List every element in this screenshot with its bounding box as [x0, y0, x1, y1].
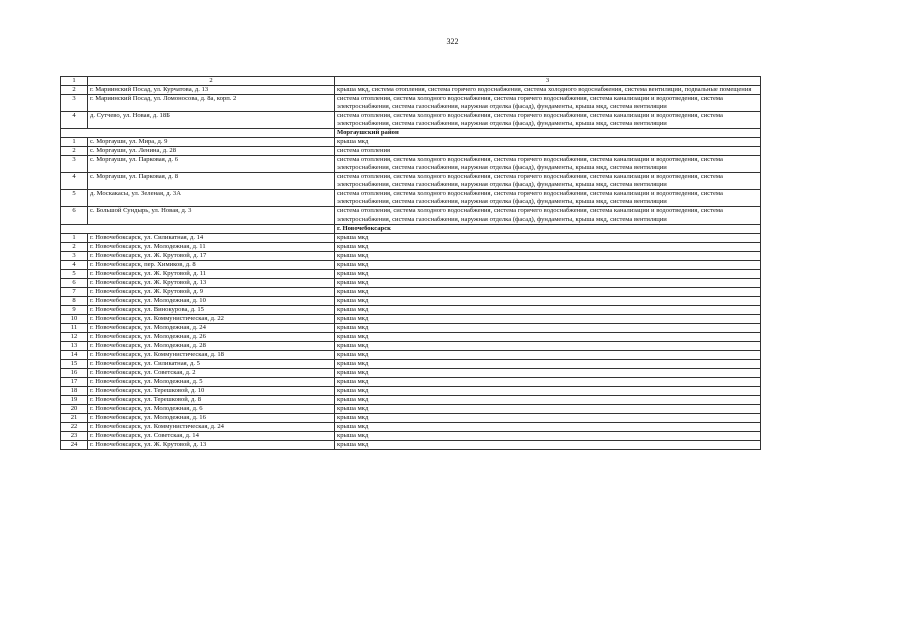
repair-works: система отопления, система холодного водоснабжения, система горячего водоснабжения, система канализации и водоотведения, система электроснабжения, система газоснабжения, наружная отделка (фасад), фундаменты, крыша мкд, система вентиляции: [335, 190, 761, 207]
row-number: 4: [61, 173, 88, 190]
repair-works: крыша мкд: [335, 323, 761, 332]
row-number: 24: [61, 441, 88, 450]
row-number: 11: [61, 323, 88, 332]
table-row: [61, 207, 761, 224]
table-row: [61, 86, 761, 95]
table-row: [61, 396, 761, 405]
section-title: г. Новочебоксарск: [335, 224, 761, 233]
table-row: [61, 350, 761, 359]
row-number: 10: [61, 314, 88, 323]
repair-works: крыша мкд: [335, 269, 761, 278]
row-number: 16: [61, 369, 88, 378]
repair-works: крыша мкд: [335, 305, 761, 314]
table-row: [61, 414, 761, 423]
page-number: 322: [446, 37, 459, 46]
table-row: [61, 112, 761, 129]
table-row: [61, 332, 761, 341]
row-number: 3: [61, 95, 88, 112]
repair-works: система отопления, система холодного водоснабжения, система горячего водоснабжения, система канализации и водоотведения, система электроснабжения, система газоснабжения, наружная отделка (фасад), фундаменты, крыша мкд, система вентиляции: [335, 173, 761, 190]
row-number: 8: [61, 296, 88, 305]
building-address: г. Новочебоксарск, ул. Силикатная, д. 5: [88, 360, 335, 369]
column-number-2: 2: [88, 77, 335, 86]
row-number: 5: [61, 190, 88, 207]
row-number: 22: [61, 423, 88, 432]
column-number-1: 1: [61, 77, 88, 86]
table-row: [61, 423, 761, 432]
building-address: д. Москакасы, ул. Зеленая, д. 3А: [88, 190, 335, 207]
section-header-row: [61, 224, 761, 233]
building-address: с. Моргауши, ул. Парковая, д. 6: [88, 156, 335, 173]
building-address: г. Новочебоксарск, ул. Молодежная, д. 6: [88, 405, 335, 414]
building-address: г. Новочебоксарск, ул. Молодежная, д. 11: [88, 242, 335, 251]
building-address: г. Новочебоксарск, пер. Химиков, д. 8: [88, 260, 335, 269]
repair-works: система отопления: [335, 147, 761, 156]
building-address: г. Новочебоксарск, ул. Коммунистическая, д. 22: [88, 314, 335, 323]
repair-works: крыша мкд: [335, 278, 761, 287]
row-number: 4: [61, 260, 88, 269]
table-row: [61, 242, 761, 251]
table-row: [61, 269, 761, 278]
building-address: г. Новочебоксарск, ул. Молодежная, д. 24: [88, 323, 335, 332]
table-row: [61, 405, 761, 414]
building-address: г. Новочебоксарск, ул. Ж. Крутовой, д. 17: [88, 251, 335, 260]
repair-works: крыша мкд: [335, 360, 761, 369]
row-number: 2: [61, 242, 88, 251]
repair-works: крыша мкд: [335, 396, 761, 405]
building-address: с. Моргауши, ул. Мира, д. 9: [88, 138, 335, 147]
table-row: [61, 314, 761, 323]
column-number-row: [61, 77, 761, 86]
row-number: 21: [61, 414, 88, 423]
repair-works: крыша мкд: [335, 432, 761, 441]
building-address: г. Мариинский Посад, ул. Ломоносова, д. 8а, корп. 2: [88, 95, 335, 112]
repair-works: крыша мкд: [335, 296, 761, 305]
column-number-3: 3: [335, 77, 761, 86]
table-row: [61, 233, 761, 242]
table-row: [61, 156, 761, 173]
section-header-blank: [61, 224, 335, 233]
repair-works: система отопления, система холодного водоснабжения, система горячего водоснабжения, система канализации и водоотведения, система электроснабжения, система газоснабжения, наружная отделка (фасад), фундаменты, крыша мкд, система вентиляции: [335, 156, 761, 173]
row-number: 12: [61, 332, 88, 341]
section-header-blank: [61, 129, 335, 138]
row-number: 3: [61, 251, 88, 260]
table-row: [61, 251, 761, 260]
row-number: 6: [61, 278, 88, 287]
table-row: [61, 441, 761, 450]
table-row: [61, 278, 761, 287]
row-number: 19: [61, 396, 88, 405]
row-number: 4: [61, 112, 88, 129]
repair-works: система отопления, система холодного водоснабжения, система горячего водоснабжения, система канализации и водоотведения, система электроснабжения, система газоснабжения, наружная отделка (фасад), фундаменты, крыша мкд, система вентиляции: [335, 207, 761, 224]
building-address: г. Новочебоксарск, ул. Коммунистическая, д. 18: [88, 350, 335, 359]
repair-works: крыша мкд: [335, 260, 761, 269]
repair-works: крыша мкд: [335, 332, 761, 341]
table-row: [61, 95, 761, 112]
building-address: г. Новочебоксарск, ул. Ж. Крутовой, д. 13: [88, 441, 335, 450]
repair-works: крыша мкд: [335, 378, 761, 387]
table-row: [61, 305, 761, 314]
table-row: [61, 260, 761, 269]
repair-works: крыша мкд: [335, 314, 761, 323]
row-number: 14: [61, 350, 88, 359]
repair-works: крыша мкд: [335, 287, 761, 296]
repair-works: крыша мкд: [335, 441, 761, 450]
building-address: г. Новочебоксарск, ул. Молодежная, д. 10: [88, 296, 335, 305]
table-row: [61, 369, 761, 378]
table-row: [61, 387, 761, 396]
building-address: г. Новочебоксарск, ул. Молодежная, д. 16: [88, 414, 335, 423]
repair-works: крыша мкд: [335, 242, 761, 251]
table-row: [61, 378, 761, 387]
row-number: 5: [61, 269, 88, 278]
repair-works: крыша мкд: [335, 414, 761, 423]
building-address: с. Большой Сундырь, ул. Новая, д. 3: [88, 207, 335, 224]
section-title: Моргаушский район: [335, 129, 761, 138]
table-row: [61, 138, 761, 147]
row-number: 18: [61, 387, 88, 396]
building-address: г. Новочебоксарск, ул. Терешковой, д. 10: [88, 387, 335, 396]
row-number: 2: [61, 147, 88, 156]
row-number: 7: [61, 287, 88, 296]
repair-works: крыша мкд: [335, 138, 761, 147]
row-number: 9: [61, 305, 88, 314]
repair-works: система отопления, система холодного водоснабжения, система горячего водоснабжения, система канализации и водоотведения, система электроснабжения, система газоснабжения, наружная отделка (фасад), фундаменты, крыша мкд, система вентиляции: [335, 95, 761, 112]
building-address: г. Новочебоксарск, ул. Терешковой, д. 8: [88, 396, 335, 405]
row-number: 23: [61, 432, 88, 441]
row-number: 1: [61, 233, 88, 242]
row-number: 3: [61, 156, 88, 173]
building-address: г. Новочебоксарск, ул. Винокурова, д. 15: [88, 305, 335, 314]
table-row: [61, 296, 761, 305]
building-address: д. Сутчево, ул. Новая, д. 18Б: [88, 112, 335, 129]
building-address: г. Новочебоксарск, ул. Советская, д. 2: [88, 369, 335, 378]
table-row: [61, 173, 761, 190]
row-number: 2: [61, 86, 88, 95]
building-address: г. Новочебоксарск, ул. Силикатная, д. 14: [88, 233, 335, 242]
row-number: 15: [61, 360, 88, 369]
repair-works-table: [60, 76, 761, 450]
building-address: г. Новочебоксарск, ул. Ж. Крутовой, д. 9: [88, 287, 335, 296]
building-address: с. Моргауши, ул. Парковая, д. 8: [88, 173, 335, 190]
repair-works: крыша мкд: [335, 350, 761, 359]
building-address: г. Мариинский Посад, ул. Курчатова, д. 13: [88, 86, 335, 95]
repair-works: крыша мкд: [335, 387, 761, 396]
table-row: [61, 341, 761, 350]
repair-works: крыша мкд: [335, 405, 761, 414]
building-address: г. Новочебоксарск, ул. Молодежная, д. 28: [88, 341, 335, 350]
repair-works: крыша мкд, система отопления, система горячего водоснабжения, система холодного водоснабжения, система вентиляции, подвальные помещения: [335, 86, 761, 95]
table-row: [61, 287, 761, 296]
building-address: г. Новочебоксарск, ул. Молодежная, д. 5: [88, 378, 335, 387]
repair-works: крыша мкд: [335, 251, 761, 260]
table-row: [61, 147, 761, 156]
building-address: г. Новочебоксарск, ул. Ж. Крутовой, д. 13: [88, 278, 335, 287]
repair-works: крыша мкд: [335, 341, 761, 350]
row-number: 17: [61, 378, 88, 387]
section-header-row: [61, 129, 761, 138]
row-number: 13: [61, 341, 88, 350]
building-address: г. Новочебоксарск, ул. Советская, д. 14: [88, 432, 335, 441]
table-row: [61, 360, 761, 369]
repair-works: система отопления, система холодного водоснабжения, система горячего водоснабжения, система канализации и водоотведения, система электроснабжения, система газоснабжения, наружная отделка (фасад), фундаменты, крыша мкд, система вентиляции: [335, 112, 761, 129]
row-number: 6: [61, 207, 88, 224]
table-row: [61, 323, 761, 332]
row-number: 1: [61, 138, 88, 147]
repair-works: крыша мкд: [335, 369, 761, 378]
table-row: [61, 190, 761, 207]
repair-works: крыша мкд: [335, 233, 761, 242]
building-address: г. Новочебоксарск, ул. Коммунистическая, д. 24: [88, 423, 335, 432]
building-address: г. Новочебоксарск, ул. Ж. Крутовой, д. 11: [88, 269, 335, 278]
row-number: 20: [61, 405, 88, 414]
building-address: с. Моргауши, ул. Ленина, д. 28: [88, 147, 335, 156]
building-address: г. Новочебоксарск, ул. Молодежная, д. 26: [88, 332, 335, 341]
table-row: [61, 432, 761, 441]
repair-works: крыша мкд: [335, 423, 761, 432]
